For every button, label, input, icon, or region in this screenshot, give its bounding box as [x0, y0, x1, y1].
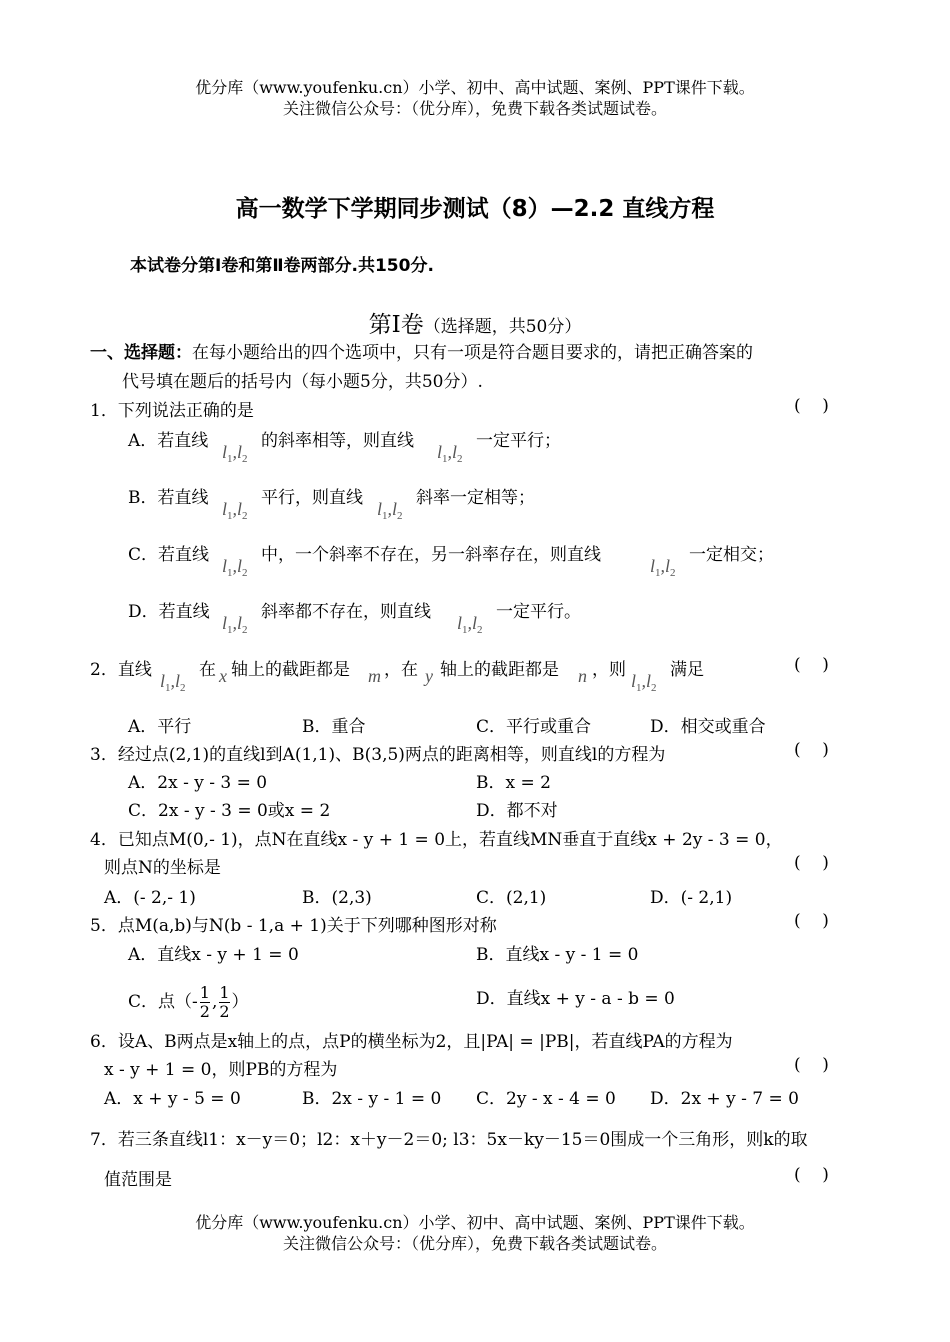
q2-option-d: D．相交或重合 [650, 717, 766, 737]
q6-option-b: B．2x - y - 1 = 0 [302, 1089, 442, 1109]
q2-l12-2: $l_1,l_2$ [631, 671, 657, 694]
exam-intro: 本试卷分第Ⅰ卷和第Ⅱ卷两部分.共150分. [130, 256, 434, 276]
q1-a-l12-1: $l_1,l_2$ [222, 442, 248, 465]
q6-stem-1: 6．设A、B两点是x轴上的点，点P的横坐标为2，且|PA| = |PB|，若直线PA的方程为 [90, 1032, 733, 1052]
q3-option-b: B．x = 2 [476, 773, 551, 793]
q5-option-c-post: ） [231, 992, 249, 1012]
q2-stem-4: ，在 [384, 660, 418, 680]
q2-stem-2: 在 [199, 660, 216, 680]
q5-answer-paren[interactable]: ( ) [794, 911, 829, 931]
q1-option-c-part1: C．若直线 [128, 545, 210, 565]
part1-text-2: 代号填在题后的括号内（每小题5分，共50分）. [122, 372, 483, 392]
part1-text-1: 在每小题给出的四个选项中，只有一项是符合题目要求的，请把正确答案的 [192, 343, 753, 363]
q5-option-d: D．直线x + y - a - b = 0 [476, 989, 675, 1009]
q1-stem: 1．下列说法正确的是 [90, 401, 254, 421]
q1-c-l12-1: $l_1,l_2$ [222, 556, 248, 579]
q4-answer-paren[interactable]: ( ) [794, 853, 829, 873]
q5-stem: 5．点M(a,b)与N(b - 1,a + 1)关于下列哪种图形对称 [90, 916, 497, 936]
q3-option-c: C．2x - y - 3 = 0或x = 2 [128, 801, 331, 821]
footer-line-2: 关注微信公众号：（优分库），免费下载各类试题试卷。 [282, 1234, 667, 1253]
q4-stem-2: 则点N的坐标是 [104, 858, 221, 878]
q5-fraction-2: $\frac{1}{2}$ [219, 983, 230, 1021]
q2-stem-1: 2．直线 [90, 660, 152, 680]
q1-option-b-part2: 平行，则直线 [261, 488, 363, 508]
page-title: 高一数学下学期同步测试（8）—2.2 直线方程 [235, 196, 715, 222]
footer-line-1: 优分库（www.youfenku.cn）小学、初中、高中试题、案例、PPT课件下载。 [195, 1213, 755, 1232]
header-line-1: 优分库（www.youfenku.cn）小学、初中、高中试题、案例、PPT课件下载。 [195, 78, 755, 97]
q1-option-d-part3: 一定平行。 [496, 602, 581, 622]
q1-option-a-part3: 一定平行； [476, 431, 561, 451]
q1-option-a-part1: A．若直线 [128, 431, 209, 451]
q7-stem-1: 7．若三条直线l1：x－y＝0；l2：x＋y－2＝0; l3：5x－ky－15＝0围成一个三角形，则k的取 [90, 1130, 808, 1150]
q1-option-c-part2: 中，一个斜率不存在，另一斜率存在，则直线 [261, 545, 601, 565]
q2-option-c: C．平行或重合 [476, 717, 592, 737]
q4-option-d: D．(- 2,1) [650, 888, 733, 908]
q1-option-d-part2: 斜率都不存在，则直线 [261, 602, 431, 622]
q6-option-a: A．x + y - 5 = 0 [104, 1089, 241, 1109]
q1-answer-paren[interactable]: ( ) [794, 396, 829, 416]
q5-option-c: C．点（- $\frac{1}{2}$ , $\frac{1}{2}$ ） [128, 983, 249, 1021]
q2-var-m: m [368, 666, 381, 686]
q2-var-n: n [578, 666, 587, 686]
q2-stem-5: 轴上的截距都是 [440, 660, 559, 680]
part1-instructions [90, 338, 753, 363]
q4-stem-1: 4．已知点M(0,- 1)，点N在直线x - y + 1 = 0上，若直线MN垂直于直线x + 2y - 3 = 0， [90, 830, 783, 850]
q5-fraction-1: $\frac{1}{2}$ [199, 983, 210, 1021]
q1-d-l12-2: $l_1,l_2$ [457, 613, 483, 636]
q1-a-l12-2: $l_1,l_2$ [437, 442, 463, 465]
q2-option-a: A．平行 [128, 717, 192, 737]
section-note: （选择题，共50分） [423, 317, 582, 337]
q1-c-l12-2: $l_1,l_2$ [650, 556, 676, 579]
q3-answer-paren[interactable]: ( ) [794, 740, 829, 760]
q7-stem-2: 值范围是 [104, 1170, 172, 1190]
q4-option-b: B．(2,3) [302, 888, 372, 908]
q2-answer-paren[interactable]: ( ) [794, 655, 829, 675]
q7-answer-paren[interactable]: ( ) [794, 1165, 829, 1185]
q2-option-b: B．重合 [302, 717, 366, 737]
q3-option-d: D．都不对 [476, 801, 558, 821]
q2-stem-7: 满足 [670, 660, 704, 680]
q2-stem-3: 轴上的截距都是 [231, 660, 350, 680]
q6-option-d: D．2x + y - 7 = 0 [650, 1089, 799, 1109]
q1-option-b-part3: 斜率一定相等； [416, 488, 535, 508]
q6-stem-2: x - y + 1 = 0，则PB的方程为 [104, 1060, 338, 1080]
q5-option-a: A．直线x - y + 1 = 0 [128, 945, 299, 965]
section-name: 第Ⅰ卷 [368, 312, 424, 338]
q2-var-x: x [219, 666, 227, 686]
q5-option-b: B．直线x - y - 1 = 0 [476, 945, 639, 965]
q1-b-l12-2: $l_1,l_2$ [377, 499, 403, 522]
q1-option-b-part1: B．若直线 [128, 488, 209, 508]
q3-option-a: A．2x - y - 3 = 0 [128, 773, 268, 793]
q1-b-l12-1: $l_1,l_2$ [222, 499, 248, 522]
q1-option-c-part3: 一定相交； [689, 545, 774, 565]
q5-option-c-pre: C．点（- [128, 992, 198, 1012]
q4-option-a: A．(- 2,- 1) [104, 888, 196, 908]
q6-answer-paren[interactable]: ( ) [794, 1055, 829, 1075]
q1-option-a-part2: 的斜率相等，则直线 [261, 431, 414, 451]
section-heading [0, 306, 950, 339]
header-line-2: 关注微信公众号：（优分库），免费下载各类试题试卷。 [282, 99, 667, 118]
q4-option-c: C．(2,1) [476, 888, 547, 908]
q6-option-c: C．2y - x - 4 = 0 [476, 1089, 616, 1109]
q1-option-d-part1: D．若直线 [128, 602, 210, 622]
q1-d-l12-1: $l_1,l_2$ [222, 613, 248, 636]
q2-stem-6: ，则 [592, 660, 626, 680]
q2-var-y: y [425, 666, 433, 686]
q3-stem: 3．经过点(2,1)的直线l到A(1,1)、B(3,5)两点的距离相等，则直线l的方程为 [90, 745, 666, 765]
part1-label: 一、选择题： [90, 343, 192, 363]
q2-l12-1: $l_1,l_2$ [160, 671, 186, 694]
